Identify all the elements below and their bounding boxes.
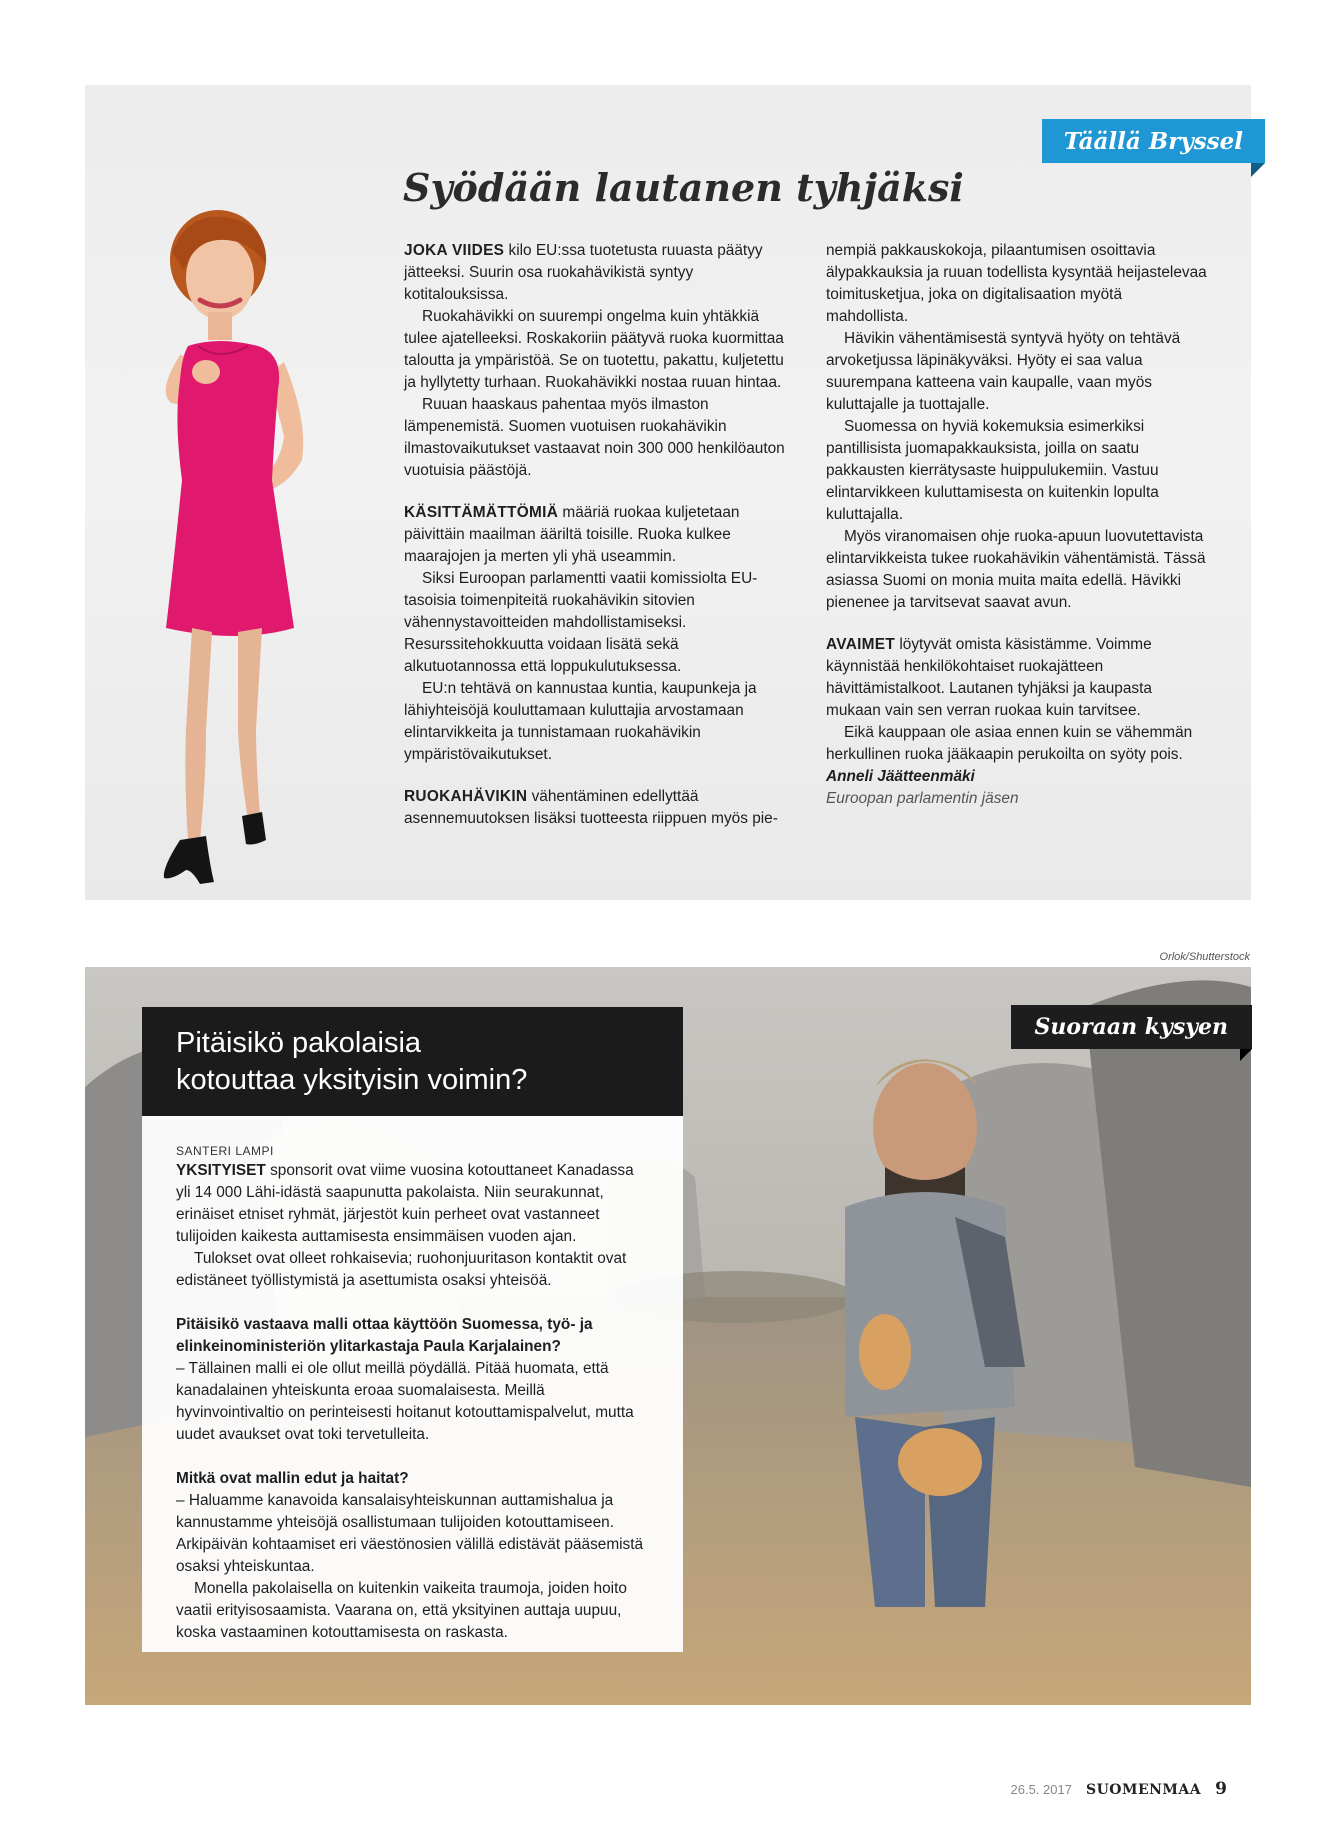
paragraph	[176, 1160, 649, 1248]
publication-name: SUOMENMAA	[1085, 1782, 1202, 1798]
paragraph-text: vähentäminen edellyttää asennemuutoksen lisäksi tuotteesta riippuen myös pie-	[404, 788, 778, 827]
paragraph: Eikä kauppaan ole asiaa ennen kuin se vähemmän herkullinen ruoka jääkaapin perukoilta on syöty pois.	[826, 724, 1193, 763]
lead-caps: JOKA VIIDES	[404, 242, 505, 259]
paragraph: nempiä pakkauskokoja, pilaantumisen osoittavia älypakkauksia ja ruuan todellista kysyntää heijastelevaa toimitusketjua, joka on digitalisaation myötä mahdollista.	[826, 242, 1207, 325]
lead-caps: RUOKAHÄVIKIN	[404, 788, 528, 805]
paragraph	[404, 502, 786, 568]
paragraph-text: sponsorit ovat viime vuosina kotouttaneet Kanadassa yli 14 000 Lähi-idästä saapunutta pakolaista. Niin seurakunnat, erinäiset etniset ryhmät, järjestöt kuin perheet ovat vastanneet tulijoiden kaikesta auttamisesta ensimmäisen vuoden ajan.	[176, 1162, 634, 1245]
author-portrait-image	[88, 140, 318, 930]
author-name: Anneli Jäätteenmäki	[826, 768, 975, 785]
author-role: Euroopan parlamentin jäsen	[826, 790, 1019, 807]
article-column-1	[404, 240, 786, 830]
paragraph	[404, 240, 786, 306]
section-tag-taalla-bryssel: Täällä Bryssel	[1042, 119, 1265, 163]
qa-author: SANTERI LAMPI	[176, 1144, 274, 1158]
question: Mitkä ovat mallin edut ja haitat?	[176, 1470, 409, 1487]
paragraph-text: löytyvät omista käsistämme. Voimme käynnistää henkilökohtaiset ruokajätteen hävittämistalkoot. Lautanen tyhjäksi ja kaupasta mukaan vain sen verran ruokaa kuin tarvitsee.	[826, 636, 1152, 719]
section-tag-suoraan-kysyen: Suoraan kysyen	[1011, 1005, 1253, 1049]
article-headline: Syödään lautanen tyhjäksi	[403, 165, 964, 210]
page-number: 9	[1215, 1779, 1227, 1799]
qa-headline	[142, 1007, 683, 1116]
paragraph: Tulokset ovat olleet rohkaisevia; ruohonjuuritason kontaktit ovat edistäneet työllistymistä ja asettumista osaksi yhteisöä.	[176, 1250, 627, 1289]
qa-text-box	[142, 1116, 683, 1652]
answer: Monella pakolaisella on kuitenkin vaikeita traumoja, joiden hoito vaatii erityisosaamista. Vaarana on, että yksityinen auttaja uupuu, koska vastaaminen kotouttamisesta on raskasta.	[176, 1580, 627, 1641]
article-column-2	[826, 240, 1208, 810]
page-footer	[1005, 1779, 1227, 1799]
answer: – Haluamme kanavoida kansalaisyhteiskunnan auttamishalua ja kannustamme yhteisöjä osallistumaan tulijoiden kotouttamiseen. Arkipäivän kohtaamiset eri väestönosien välillä edistävät pääsemistä osaksi yhteiskuntaa.	[176, 1492, 644, 1575]
lead-caps: AVAIMET	[826, 636, 896, 653]
qa-headline-line-2: kotouttaa yksityisin voimin?	[176, 1064, 528, 1096]
lead-caps: YKSITYISET	[176, 1162, 266, 1179]
paragraph	[826, 634, 1208, 722]
answer: – Tällainen malli ei ole ollut meillä pöydällä. Pitää huomata, että kanadalainen yhteiskunta eroaa suomalaisesta. Meillä hyvinvointivaltio on perinteisesti hoitanut kotouttamispalvelut, mutta uudet avaukset ovat toki tervetulleita.	[176, 1360, 634, 1443]
paragraph: Ruuan haaskaus pahentaa myös ilmaston lämpenemistä. Suomen vuotuisen ruokahävikin ilmastovaikutukset vastaavat noin 300 000 henkilöauton vuotuisia päästöjä.	[404, 396, 785, 479]
photo-credit: Orlok/Shutterstock	[1159, 951, 1250, 963]
question: Pitäisikö vastaava malli ottaa käyttöön Suomessa, työ- ja elinkeinoministeriön ylitarkastaja Paula Karjalainen?	[176, 1316, 593, 1355]
paragraph	[404, 786, 786, 830]
paragraph: EU:n tehtävä on kannustaa kuntia, kaupunkeja ja lähiyhteisöjä kouluttamaan kuluttajia arvostamaan elintarvikkeita ja tunnistamaan ruokahävikin ympäristövaikutukset.	[404, 680, 757, 763]
paragraph-text: määriä ruokaa kuljetetaan päivittäin maailman ääriltä toisille. Ruoka kulkee maarajojen ja merten yli yhä useammin.	[404, 504, 740, 565]
paragraph: Myös viranomaisen ohje ruoka-apuun luovutettavista elintarvikkeista tukee ruokahävikin vähentämistä. Tässä asiassa Suomi on monia muita maita edellä. Hävikki pienenee ja tarvitsevat saavat avun.	[826, 528, 1206, 611]
paragraph: Ruokahävikki on suurempi ongelma kuin yhtäkkiä tulee ajatelleeksi. Roskakoriin päätyvä ruoka kuormittaa taloutta ja ympäristöä. Se on tuotettu, pakattu, kuljetettu ja hyllytetty turhaan. Ruokahävikki nostaa ruuan hintaa.	[404, 308, 784, 391]
qa-headline-line-1: Pitäisikö pakolaisia	[176, 1027, 422, 1059]
paragraph: Suomessa on hyviä kokemuksia esimerkiksi pantillisista juomapakkauksista, joilla on saatu pakkausten kierrätysaste huippulukemiin. Vastuu elintarvikkeen kuluttamisesta on kuitenkin lopulta kuluttajalla.	[826, 418, 1159, 523]
paragraph-text: kilo EU:ssa tuotetusta ruuasta päätyy jätteeksi. Suurin osa ruokahävikistä syntyy kotitalouksissa.	[404, 242, 763, 303]
paragraph: Hävikin vähentämisestä syntyvä hyöty on tehtävä arvoketjussa läpinäkyväksi. Hyöty ei saa valua suurempana katteena vain kaupalle, vaan myös kuluttajalle ja tuottajalle.	[826, 330, 1181, 413]
lead-caps: KÄSITTÄMÄTTÖMIÄ	[404, 504, 559, 521]
issue-date: 26.5. 2017	[1010, 1782, 1072, 1797]
paragraph: Siksi Euroopan parlamentti vaatii komissiolta EU-tasoisia toimenpiteitä ruokahävikin sitovien vähennystavoitteiden mahdollistamiseksi. Resurssitehokkuutta voidaan lisätä sekä alkutuotannossa että loppukulutuksessa.	[404, 570, 758, 675]
